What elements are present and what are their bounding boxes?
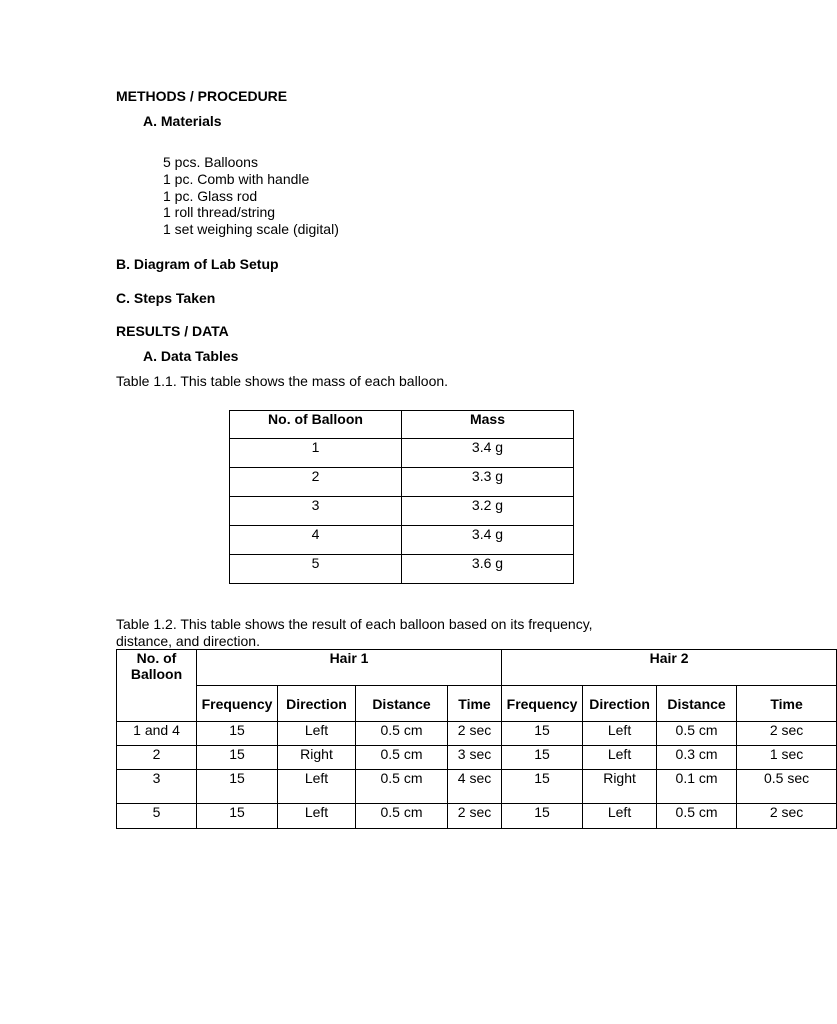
steps-heading: C. Steps Taken (116, 290, 216, 306)
table-cell: 0.5 cm (356, 770, 448, 804)
table-row (230, 555, 574, 584)
table-cell: Left (278, 804, 356, 829)
table-cell: 15 (502, 804, 583, 829)
table-cell: Left (583, 746, 657, 770)
table-cell: 0.5 cm (657, 722, 737, 746)
list-item: 1 pc. Glass rod (163, 187, 258, 204)
table-row (117, 770, 837, 804)
table-cell: 3 sec (448, 746, 502, 770)
table-cell: 15 (197, 770, 278, 804)
table-header: No. of Balloon (230, 411, 402, 439)
table-cell: 15 (502, 746, 583, 770)
table-cell: 0.5 cm (356, 804, 448, 829)
table-cell: 4 sec (448, 770, 502, 804)
table-cell: 0.5 sec (737, 770, 837, 804)
list-item: 5 pcs. Balloons (163, 154, 258, 170)
balloon-mass-table (229, 410, 574, 584)
table-cell: 2 sec (737, 804, 837, 829)
table-cell: 3.2 g (402, 497, 574, 526)
table-cell: 15 (197, 804, 278, 829)
table-cell: Left (583, 722, 657, 746)
table-cell: 3.6 g (402, 555, 574, 584)
table1-caption: Table 1.1. This table shows the mass of each balloon. (116, 373, 449, 389)
balloon-results-table (116, 649, 837, 829)
table-cell: 1 and 4 (117, 722, 197, 746)
table-row (117, 722, 837, 746)
table-cell: 15 (197, 722, 278, 746)
table-cell: 3 (230, 497, 402, 526)
table2-caption-line1: Table 1.2. This table shows the result of each balloon based on its frequency, (116, 616, 593, 632)
table-cell: 2 (230, 468, 402, 497)
table-cell: 0.5 cm (356, 746, 448, 770)
table-header: Time (737, 686, 837, 722)
table-cell: 1 sec (737, 746, 837, 770)
materials-heading: A. Materials (143, 113, 222, 129)
table-header: Direction (583, 686, 657, 722)
table-cell: 3.4 g (402, 526, 574, 555)
table-cell: 15 (197, 746, 278, 770)
table-cell: Right (583, 770, 657, 804)
table-cell: 15 (502, 722, 583, 746)
table-header-group: Hair 1 (197, 650, 502, 686)
table-row (230, 497, 574, 526)
table-cell: 0.5 cm (657, 804, 737, 829)
table-header: No. of Balloon (117, 650, 197, 722)
table-header: Direction (278, 686, 356, 722)
table-cell: 3 (117, 770, 197, 804)
diagram-heading: B. Diagram of Lab Setup (116, 256, 279, 272)
table-row (230, 439, 574, 468)
methods-heading: METHODS / PROCEDURE (116, 88, 288, 104)
table-cell: 15 (502, 770, 583, 804)
table-cell: Right (278, 746, 356, 770)
table-header: Distance (356, 686, 448, 722)
table-cell: 3.4 g (402, 439, 574, 468)
list-item: 1 set weighing scale (digital) (163, 221, 339, 238)
table-cell: 3.3 g (402, 468, 574, 497)
table-header: Distance (657, 686, 737, 722)
list-item: 1 pc. Comb with handle (163, 170, 310, 187)
table-row (117, 804, 837, 829)
balloon-results-table-wrapper (116, 649, 810, 839)
table-cell: Left (583, 804, 657, 829)
table-row (230, 526, 574, 555)
table-cell: 4 (230, 526, 402, 555)
table-cell: 0.5 cm (356, 722, 448, 746)
table-cell: Left (278, 770, 356, 804)
table-cell: 2 (117, 746, 197, 770)
list-item: 1 roll thread/string (163, 204, 276, 221)
table-header: Frequency (502, 686, 583, 722)
table-header: Mass (402, 411, 574, 439)
table-row (117, 746, 837, 770)
table-cell: 2 sec (737, 722, 837, 746)
table-cell: 2 sec (448, 722, 502, 746)
table-header: Frequency (197, 686, 278, 722)
table-cell: 5 (117, 804, 197, 829)
table-cell: 0.3 cm (657, 746, 737, 770)
table-row (230, 468, 574, 497)
table-cell: 1 (230, 439, 402, 468)
results-heading: RESULTS / DATA (116, 323, 229, 339)
table-cell: 5 (230, 555, 402, 584)
table-cell: Left (278, 722, 356, 746)
table-cell: 2 sec (448, 804, 502, 829)
table-cell: 0.1 cm (657, 770, 737, 804)
table-header: Time (448, 686, 502, 722)
materials-list (163, 154, 339, 238)
table-header-group: Hair 2 (502, 650, 837, 686)
table2-caption-line2: distance, and direction. (116, 633, 260, 649)
data-tables-heading: A. Data Tables (143, 348, 239, 364)
